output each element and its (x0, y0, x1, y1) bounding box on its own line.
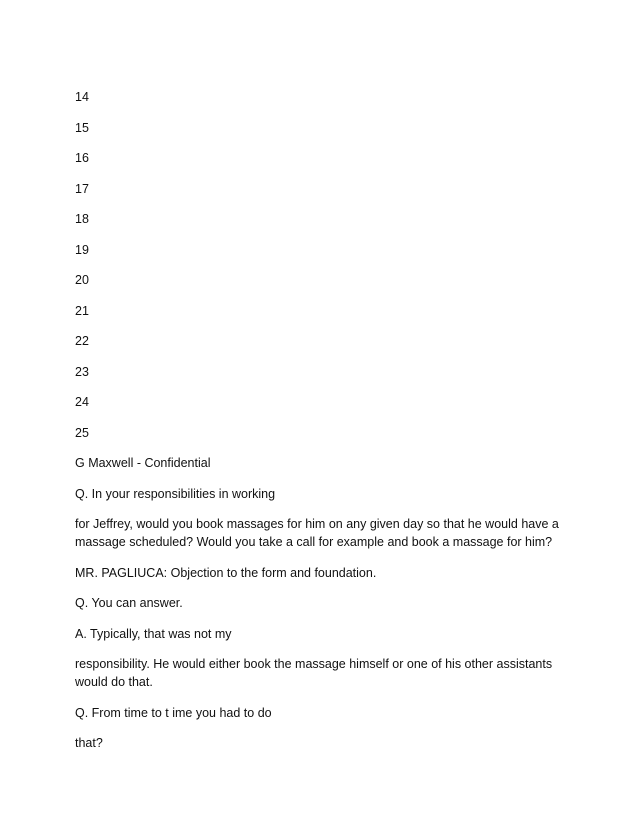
line-number: 24 (75, 395, 89, 409)
transcript-content (75, 88, 565, 765)
line-number: 21 (75, 303, 89, 318)
line-number: 18 (75, 212, 89, 226)
confidential-header: G Maxwell - Confidential (75, 456, 211, 470)
line-number: 22 (75, 334, 89, 348)
transcript-paragraph: that? (75, 736, 103, 750)
line-number: 16 (75, 151, 89, 165)
line-number: 17 (75, 181, 89, 196)
transcript-paragraph: A. Typically, that was not my (75, 626, 232, 641)
transcript-paragraph: responsibility. He would either book the massage himself or one of his other assistants would do that. (75, 657, 553, 689)
line-number: 15 (75, 120, 89, 135)
transcript-paragraph: Q. From time to t ime you had to do (75, 705, 272, 720)
transcript-paragraph: Q. You can answer. (75, 596, 183, 610)
line-number: 20 (75, 273, 89, 287)
line-number: 14 (75, 90, 89, 104)
line-number: 23 (75, 364, 89, 379)
transcript-paragraph: Q. In your responsibilities in working (75, 486, 276, 501)
line-number: 25 (75, 425, 89, 440)
transcript-paragraph: MR. PAGLIUCA: Objection to the form and foundation. (75, 565, 377, 580)
transcript-paragraph: for Jeffrey, would you book massages for him on any given day so that he would have a massage scheduled? Would you take a call for example and book a massage for him? (75, 517, 559, 549)
line-number: 19 (75, 242, 89, 257)
